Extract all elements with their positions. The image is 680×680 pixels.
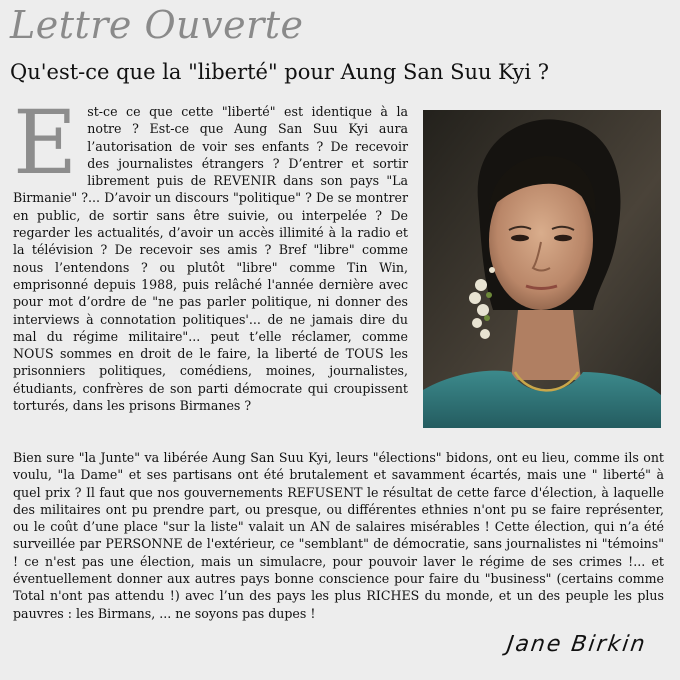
drop-cap: E	[13, 91, 78, 194]
portrait-illustration	[423, 110, 661, 428]
portrait-photo	[423, 110, 661, 428]
paragraph-1-text: st-ce ce que cette "liberté" est identique à la notre ? Est-ce que Aung San Suu Kyi aura l’autorisation de voir ses enfants ? De recevoir des journalistes étrangers ? D’entrer et sortir librement puis de REVENIR dans son pays "La Birmanie" ?... D’avoir un discours "politique" ? De se montrer en public, de sortir sans être suivie, ou interpelée ? De regarder les actualités, d’avoir un accès illimité à la radio et la télévision ? De recevoir ses amis ? Bref "libre" comme nous l’entendons ? ou plutôt "libre" comme Tin Win, emprisonné depuis 1988, puis relâché l'année dernière avec pour mot d’ordre de "ne pas parler politique, ni donner des interviews à connotation politiques'... de ne jamais dire du mal du régime militaire"... peut t’elle réclamer, comme NOUS sommes en droit de le faire, la liberté de TOUS les prisonniers politiques, comédiens, moines, journalistes, étudiants, confrères de son parti démocrate qui croupissent torturés, dans les prisons Birmanes ?	[13, 104, 408, 414]
author-signature: Jane Birkin	[505, 632, 649, 657]
article-paragraph-2: Bien sure "la Junte" va libérée Aung San Suu Kyi, leurs "élections" bidons, ont eu lieu, comme ils ont voulu, "la Dame" et ses partisans ont été brutalement et savamment écartés, mais une " liberté" à quel prix ? Il faut que nos gouvernements REFUSENT le résultat de cette farce d'élection, à laquelle des militaires ont pu prendre part, ou presque, ou différentes ethnies n'ont pu se faire représenter, ou le coût d’une place "sur la liste" valait un AN de salaires misérables ! Cette élection, qui n’a été surveillée par PERSONNE de l'extérieur, ce "semblant" de démocratie, sans journalistes ni "témoins" ! ce n'est pas une élection, mais un simulacre, pour pouvoir laver le régime de ses crimes !... et éventuellement donner aux autres pays bonne conscience pour faire du "business" (certains comme Total n'ont pas attendu !) avec l’un des pays les plus RICHES du monde, et un des peuple les plus pauvres : les Birmans, ... ne soyons pas dupes !	[13, 450, 664, 621]
section-kicker: Lettre Ouverte	[10, 3, 304, 47]
article-paragraph-1	[13, 91, 408, 414]
article-headline: Qu'est-ce que la "liberté" pour Aung San Suu Kyi ?	[10, 60, 550, 84]
